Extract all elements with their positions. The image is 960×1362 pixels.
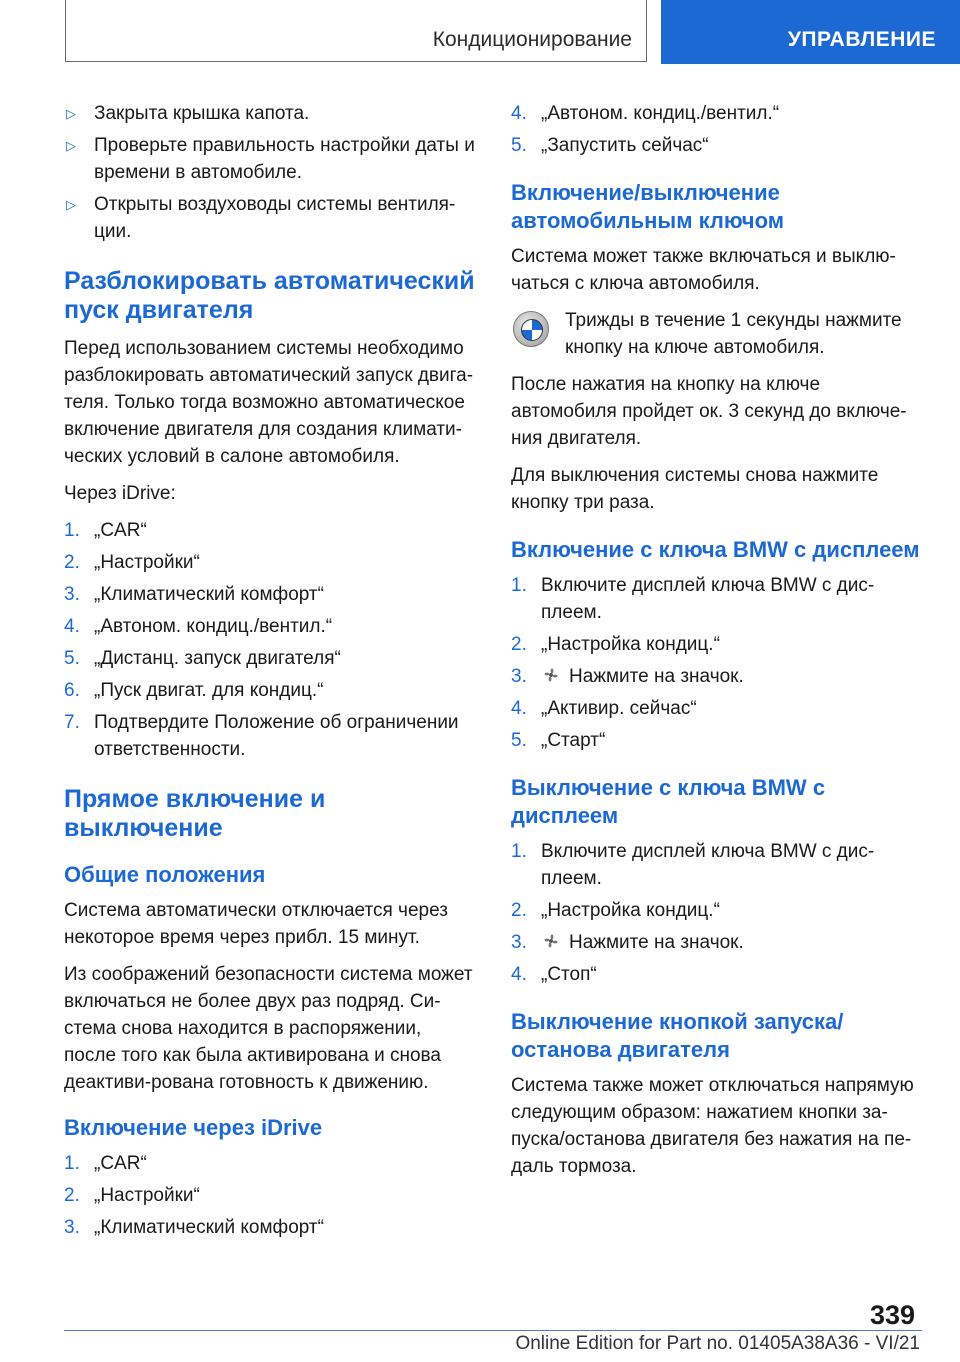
header-chapter-title: УПРАВЛЕНИЕ bbox=[787, 28, 936, 51]
heading-direct-onoff: Прямое включение и выключение bbox=[64, 785, 326, 842]
step-item: 2. „Настройка кондиц.“ bbox=[511, 634, 720, 655]
page-number: 339 bbox=[870, 1300, 916, 1330]
bmw-key-icon bbox=[513, 311, 549, 347]
header-section-title: Кондиционирование bbox=[432, 28, 632, 51]
step-item: 2. „Настройка кондиц.“ bbox=[511, 900, 720, 921]
paragraph-unlock: Перед использованием системы необходимо разблокировать автоматический запуск двига-теля. Только тогда возможно автоматическое включение двигателя для создания климати-ческих условий в салоне автомобиля. bbox=[64, 338, 474, 467]
step-item: 3. Нажмите на значок. bbox=[511, 932, 744, 953]
fan-icon bbox=[541, 665, 561, 685]
check-item: ▷ Открыты воздуховоды системы вентиля-ции. bbox=[64, 191, 478, 245]
left-column bbox=[64, 100, 478, 1246]
heading-button-off: Выключение кнопкой запуска/ останова двигателя bbox=[511, 1009, 844, 1062]
paragraph-key-3: Для выключения системы снова нажмите кнопку три раза. bbox=[511, 465, 879, 513]
step-item: 3. „Климатический комфорт“ bbox=[64, 584, 324, 605]
step-item: 1. „CAR“ bbox=[64, 520, 147, 541]
paragraph-via-idrive: Через iDrive: bbox=[64, 483, 176, 504]
heading-via-idrive: Включение через iDrive bbox=[64, 1115, 323, 1140]
step-item: 5. „Запустить сейчас“ bbox=[511, 135, 709, 156]
step-item: 5. „Старт“ bbox=[511, 730, 606, 751]
paragraph-general-1: Система автоматически отключается через некоторое время через прибл. 15 минут. bbox=[64, 900, 448, 948]
heading-off-display-key: Выключение с ключа BMW с дисплеем bbox=[511, 775, 826, 828]
heading-unlock-autostart: Разблокировать автоматический пуск двигателя bbox=[64, 267, 475, 324]
step-item: 1. „CAR“ bbox=[64, 1153, 147, 1174]
paragraph-general-2: Из соображений безопасности система может включаться не более двух раз подряд. Си-стема снова находится в распоряжении, после того как была активирована и снова деактиви-рована готовность к движению. bbox=[64, 964, 473, 1093]
step-item: 3. „Климатический комфорт“ bbox=[64, 1217, 324, 1238]
heading-on-display-key: Включение с ключа BMW с дисплеем bbox=[511, 537, 920, 562]
header-section-box bbox=[65, 0, 647, 62]
triangle-bullet-icon: ▷ bbox=[66, 197, 76, 212]
step-item: 4. „Стоп“ bbox=[511, 964, 597, 985]
step-item: 5. „Дистанц. запуск двигателя“ bbox=[64, 648, 341, 669]
heading-key-onoff: Включение/выключение автомобильным ключом bbox=[511, 180, 785, 233]
check-item: ▷ Закрыта крышка капота. bbox=[64, 100, 478, 127]
footer-edition: Online Edition for Part no. 01405A38A36 - VI/21 bbox=[515, 1333, 920, 1354]
step-item: 4. „Активир. сейчас“ bbox=[511, 698, 697, 719]
fan-icon bbox=[541, 931, 561, 951]
step-item: 1. Включите дисплей ключа BMW с дис-плеем. bbox=[511, 841, 875, 889]
triangle-bullet-icon: ▷ bbox=[66, 106, 76, 121]
step-item: 1. Включите дисплей ключа BMW с дис-плеем. bbox=[511, 575, 875, 623]
step-item: 2. „Настройки“ bbox=[64, 1185, 200, 1206]
step-item: 3. Нажмите на значок. bbox=[511, 666, 744, 687]
paragraph-button: Система также может отключаться напрямую следующим образом: нажатием кнопки за-пуска/останова двигателя без нажатия на пе-даль тормоза. bbox=[511, 1075, 914, 1177]
step-item: 4. „Автоном. кондиц./вентил.“ bbox=[511, 103, 780, 124]
heading-general: Общие положения bbox=[64, 862, 266, 887]
header-chapter-tab[interactable] bbox=[661, 0, 960, 64]
key-instruction: Трижды в течение 1 секунды нажмите кнопку на ключе автомобиля. bbox=[511, 307, 921, 361]
paragraph-key: Система может также включаться и выклю-чаться с ключа автомобиля. bbox=[511, 246, 896, 294]
paragraph-key-2: После нажатия на кнопку на ключе автомобиля пройдет ок. 3 секунд до включе-ния двигателя. bbox=[511, 374, 907, 449]
step-item: 4. „Автоном. кондиц./вентил.“ bbox=[64, 616, 333, 637]
check-item: ▷ Проверьте правильность настройки даты и времени в автомобиле. bbox=[64, 132, 478, 186]
step-item: 2. „Настройки“ bbox=[64, 552, 200, 573]
footer-divider bbox=[64, 1330, 922, 1331]
right-column bbox=[511, 100, 921, 1190]
step-item: 6. „Пуск двигат. для кондиц.“ bbox=[64, 680, 324, 701]
step-item: 7. Подтвердите Положение об ограничении ответственности. bbox=[64, 712, 459, 760]
triangle-bullet-icon: ▷ bbox=[66, 138, 76, 153]
